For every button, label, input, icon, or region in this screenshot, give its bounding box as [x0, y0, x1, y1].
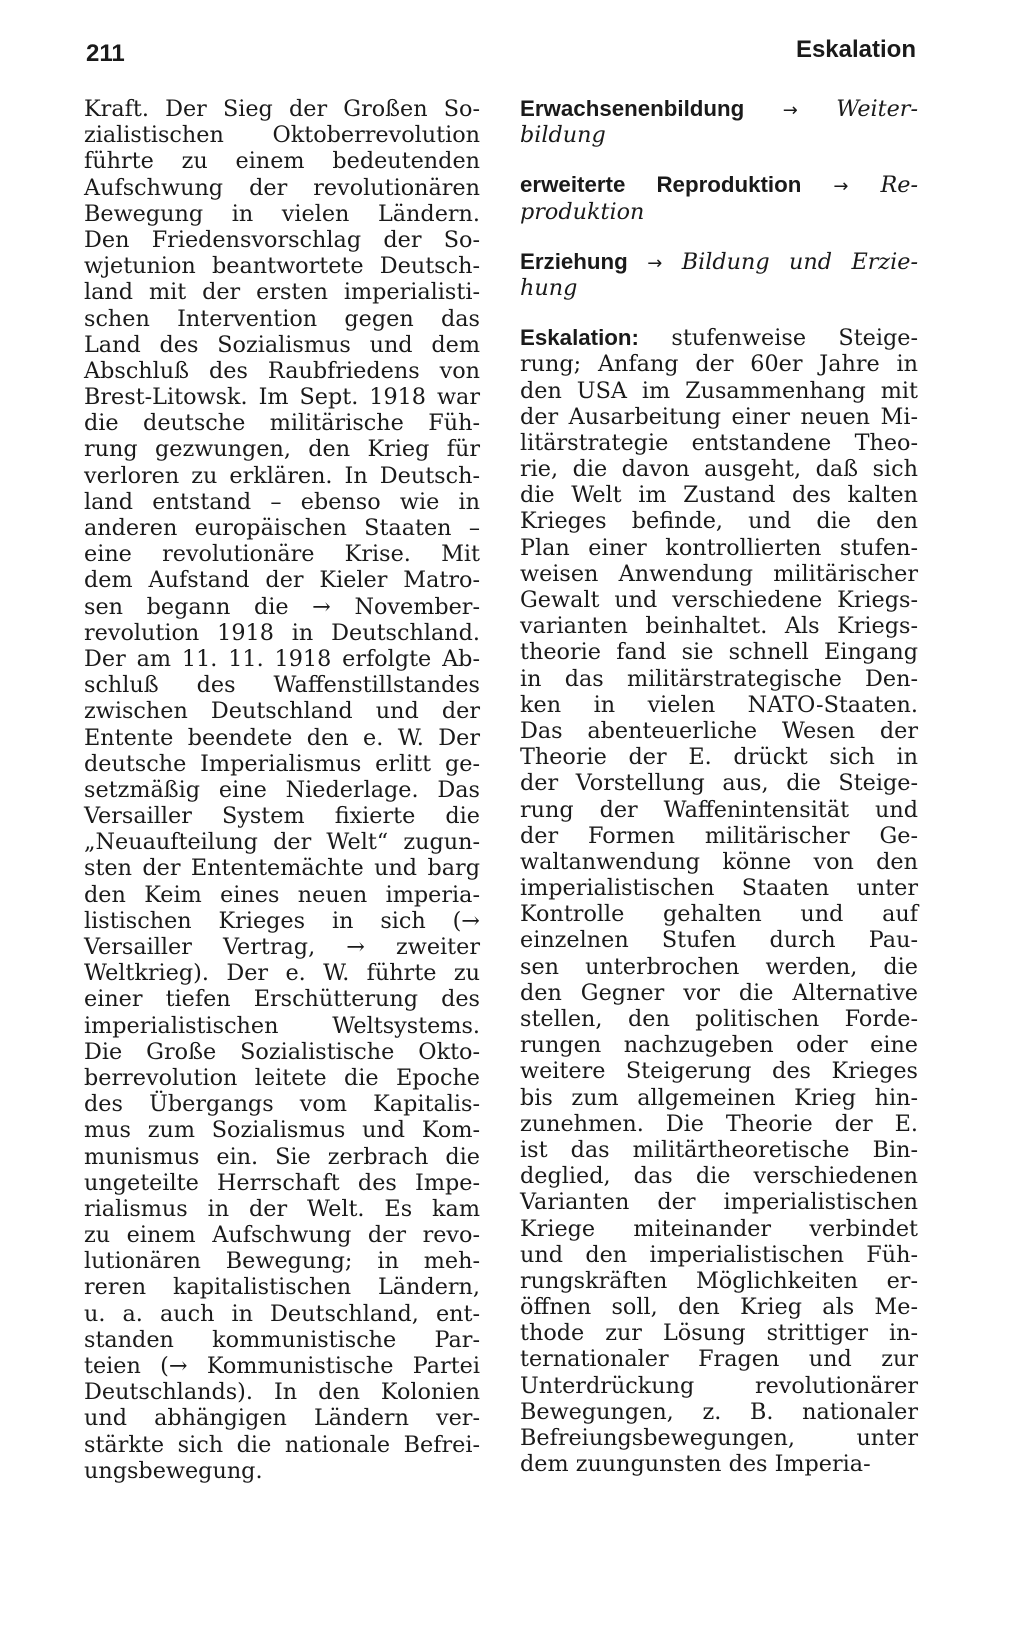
text-line: einer tiefen Erschütterung des [84, 986, 480, 1013]
text-line: „Neuaufteilung der Welt“ zugun- [84, 829, 480, 856]
text-line: rialismus in der Welt. Es kam [84, 1195, 480, 1222]
text-line: u. a. auch in Deutschland, ent- [84, 1300, 480, 1327]
text-line: verloren zu erklären. In Deutsch- [84, 462, 480, 489]
text-line: Deutschlands). In den Kolonien [84, 1379, 480, 1406]
text-line: thode zur Lösung strittiger in- [520, 1320, 918, 1347]
text-line: weisen Anwendung militärischer [520, 560, 918, 587]
text-line: Weltkrieg). Der e. W. führte zu [84, 960, 480, 987]
right-column [520, 96, 918, 1501]
text-line: rung der Waffenintensität und [520, 796, 918, 823]
text-line: rungskräften Möglichkeiten er- [520, 1267, 918, 1294]
text-line: des Übergangs vom Kapitalis- [84, 1091, 480, 1118]
text-line: weitere Steigerung des Krieges [520, 1058, 918, 1085]
text-line: Versailler System fixierte die [84, 803, 480, 830]
text-line: Kontrolle gehalten und auf [520, 901, 918, 928]
text-line: schluß des Waffenstillstandes [84, 672, 480, 699]
text-line: Bewegung in vielen Ländern. [84, 200, 480, 227]
text-line: ungeteilte Herrschaft des Impe- [84, 1169, 480, 1196]
cross-reference-arrow-icon: → [647, 252, 663, 274]
text-line: deutsche Imperialismus erlitt ge- [84, 750, 480, 777]
text-line: imperialistischen Weltsystems. [84, 1012, 480, 1039]
text-line: rung gezwungen, den Krieg für [84, 436, 480, 463]
text-line: waltanwendung könne von den [520, 848, 918, 875]
text-line: lutionären Bewegung; in meh- [84, 1248, 480, 1275]
text-line: Krieges befinde, und die den [520, 508, 918, 535]
text-line: der Formen militärischer Ge- [520, 822, 918, 849]
text-line: standen kommunistische Par- [84, 1326, 480, 1353]
cross-reference: Bildung und Erzie- [681, 248, 918, 275]
text-line: Land des Sozialismus und dem [84, 331, 480, 358]
text-line: der Vorstellung aus, die Steige- [520, 770, 918, 797]
text-line: teien (→ Kommunistische Partei [84, 1353, 480, 1379]
text-line: zu einem Aufschwung der revo- [84, 1222, 480, 1249]
text-line: und den imperialistischen Füh- [520, 1241, 918, 1268]
entry-erwachsenenbildung [520, 96, 918, 148]
cross-reference: produktion [520, 198, 645, 225]
text-line: stellen, den politischen Forde- [520, 1006, 918, 1032]
page-number: 211 [86, 40, 125, 67]
text-line: mus zum Sozialismus und Kom- [84, 1117, 480, 1144]
text-line: öffnen soll, den Krieg als Me- [520, 1294, 918, 1321]
entry-erweiterte-reproduktion [520, 172, 918, 224]
text-line: Der am 11. 11. 1918 erfolgte Ab- [84, 645, 480, 672]
text-line: dem Aufstand der Kieler Matro- [84, 567, 480, 594]
text-line: Das abenteuerliche Wesen der [520, 717, 918, 744]
cross-reference-arrow-icon: → [782, 100, 798, 121]
text-line: setzmäßig eine Niederlage. Das [84, 776, 480, 803]
text-line: Theorie der E. drückt sich in [520, 744, 918, 771]
text-line: rungen nachzugeben oder eine [520, 1032, 918, 1059]
text-line: sten der Ententemächte und barg [84, 855, 480, 882]
text-line: berrevolution leitete die Epoche [84, 1064, 480, 1091]
text-line: die deutsche militärische Füh- [84, 410, 480, 437]
text-line: imperialistischen Staaten unter [520, 875, 918, 902]
text-line: zwischen Deutschland und der [84, 698, 480, 725]
text-line: eine revolutionäre Krise. Mit [84, 541, 480, 568]
text-line: theorie fand sie schnell Eingang [520, 639, 918, 666]
text-line: sen begann die → November- [84, 593, 480, 620]
text-line: Unterdrückung revolutionärer [520, 1372, 918, 1399]
text-line: ungsbewegung. [84, 1457, 263, 1484]
cross-reference: Re- [880, 172, 918, 199]
text-line: Die Große Sozialistische Okto- [84, 1038, 480, 1065]
entry-term: Erwachsenenbildung [520, 96, 745, 121]
text-line: land mit der ersten imperialisti- [84, 279, 480, 306]
running-head: Eskalation [795, 36, 916, 63]
text-line: deglied, das die verschiedenen [520, 1163, 918, 1190]
text-line: litärstrategie entstandene Theo- [520, 429, 918, 456]
text-line: revolution 1918 in Deutschland. [84, 619, 480, 646]
cross-reference: Weiter- [836, 96, 918, 122]
left-column [84, 96, 480, 1484]
text-line: varianten beinhaltet. Als Kriegs- [520, 613, 918, 640]
text-line: den Gegner vor die Alternative [520, 979, 918, 1006]
text-line: munismus ein. Sie zerbrach die [84, 1143, 480, 1170]
text-line: ist das militärtheoretische Bin- [520, 1136, 918, 1163]
text-line: zunehmen. Die Theorie der E. [520, 1110, 918, 1137]
text-line: Versailler Vertrag, → zweiter [84, 934, 480, 960]
text-line: listischen Krieges in sich (→ [84, 907, 480, 934]
text-line: Kriege miteinander verbindet [520, 1215, 918, 1242]
text-line: einzelnen Stufen durch Pau- [520, 927, 918, 954]
text-line: schen Intervention gegen das [84, 305, 480, 332]
text-line: Bewegungen, z. B. nationaler [520, 1398, 918, 1425]
entry-term: Eskalation: [520, 325, 639, 351]
text-line: sen unterbrochen werden, die [520, 953, 918, 980]
cross-reference-arrow-icon: → [833, 176, 849, 198]
text-line: Gewalt und verschiedene Kriegs- [520, 587, 918, 613]
text-line: dem zuungunsten des Imperia- [520, 1451, 871, 1478]
entry-term: Erziehung [520, 248, 628, 274]
cross-reference: bildung [520, 122, 606, 149]
entry-term: erweiterte Reproduktion [520, 172, 802, 198]
text-line: Befreiungsbewegungen, unter [520, 1425, 918, 1451]
text-line: Abschluß des Raubfriedens von [84, 357, 480, 384]
text-line: rung; Anfang der 60er Jahre in [520, 351, 918, 378]
text-line: Varianten der imperialistischen [520, 1189, 918, 1216]
text-line: Kraft. Der Sieg der Großen So- [84, 96, 480, 122]
text-line: bis zum allgemeinen Krieg hin- [520, 1084, 918, 1111]
text-line: anderen europäischen Staaten – [84, 515, 480, 541]
entry-text: stufenweise Steige- [671, 325, 918, 352]
text-line: Entente beendete den e. W. Der [84, 724, 480, 751]
cross-reference: hung [520, 274, 578, 301]
text-line: land entstand – ebenso wie in [84, 488, 480, 515]
entry-eskalation [520, 325, 918, 1477]
text-line: Aufschwung der revolutionären [84, 174, 480, 201]
text-line: stärkte sich die nationale Befrei- [84, 1431, 480, 1458]
text-line: den USA im Zusammenhang mit [520, 377, 918, 404]
text-line: wjetunion beantwortete Deutsch- [84, 253, 480, 280]
text-line: rie, die davon ausgeht, daß sich [520, 456, 918, 483]
text-line: die Welt im Zustand des kalten [520, 482, 918, 509]
text-line: Plan einer kontrollierten stufen- [520, 534, 918, 561]
text-line: ternationaler Fragen und zur [520, 1346, 918, 1373]
text-line: Den Friedensvorschlag der So- [84, 226, 480, 253]
text-line: den Keim eines neuen imperia- [84, 881, 480, 908]
text-line: zialistischen Oktoberrevolution [84, 122, 480, 149]
text-line: ken in vielen NATO-Staaten. [520, 691, 918, 718]
text-line: Brest-Litowsk. Im Sept. 1918 war [84, 384, 480, 411]
text-line: reren kapitalistischen Ländern, [84, 1274, 480, 1301]
text-line: und abhängigen Ländern ver- [84, 1405, 480, 1432]
text-line: in das militärstrategische Den- [520, 665, 918, 692]
text-line: der Ausarbeitung einer neuen Mi- [520, 403, 918, 430]
entry-erziehung [520, 249, 918, 301]
text-line: führte zu einem bedeutenden [84, 148, 480, 175]
